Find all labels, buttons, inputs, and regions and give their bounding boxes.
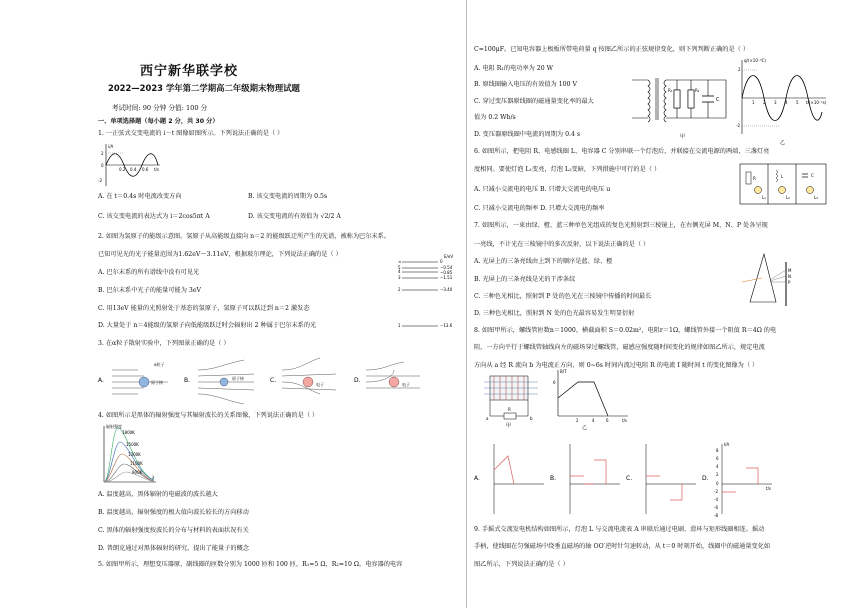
q5-xtick-4: 4 — [785, 100, 788, 105]
q5-stem: 5. 如图甲所示，理想变压器原、副线圈的匝数分别为 1000 匝和 100 匝，R₁=5 Ω，R₂=10 Ω，电容器的电容 — [98, 561, 403, 568]
q4-xlabel: λ — [152, 475, 155, 480]
q4-temp-2: 1500K — [126, 442, 139, 447]
q7-option-a: A. 光屏上的三条亮线由上到下的顺序是蓝、绿、橙 — [474, 258, 613, 265]
q5-stem-2: C=100μF。已知电容器上极板所带电荷量 q 按图乙所示的正弦规律变化，则下列判断正确的是（ ） — [474, 46, 750, 53]
q1-xtick-1: 0.2 — [119, 167, 126, 172]
q3-alpha-label: α粒子 — [154, 362, 165, 367]
q5-option-b: B. 原线圈输入电压的有效值为 100 V — [474, 81, 577, 88]
q8-option-a-letter: A. — [474, 475, 480, 482]
q4-option-c: C. 黑体的辐射强度按波长的分布与材料的表面状况有关 — [98, 527, 249, 534]
q8-graph-x1: 2 — [576, 418, 579, 423]
q8-a-label: a — [486, 416, 489, 421]
q1-option-b: B. 该交变电流的周期为 0.5s — [248, 193, 328, 200]
q5-ytick-2: 2 — [738, 67, 741, 72]
q4-stem: 4. 如图所示是黑体的辐射强度与其辐射波长的关系图像，下列说法正确的是（ ） — [98, 412, 319, 419]
q4-temp-5: 900K — [132, 470, 143, 475]
q7-option-c: C. 三种色光相比，照射到 P 处的色光在三棱镜中传播的时间最长 — [474, 293, 652, 300]
school-name: 西宁新华联学校 — [140, 64, 239, 79]
q2-option-a: A. 巴尔末系的所有谱线中没有可见光 — [98, 269, 200, 276]
q2-level-3: 3 — [398, 275, 401, 280]
q5-xtick-2: 2 — [763, 100, 766, 105]
q6-label-l2: L₂ — [786, 195, 790, 200]
q6-option-ab: A. 只减小交流电的电压 B. 只增大交流电的电压 u — [474, 186, 611, 193]
q7-prism-diagram — [742, 248, 802, 310]
q5-ytick-neg2: -2 — [736, 123, 740, 128]
q8-opt-ytick-2: 2 — [716, 472, 719, 477]
q2-option-b: B. 巴尔末系中光子的能量可能为 3eV — [98, 287, 201, 294]
q1-ylabel: i/A — [108, 144, 114, 149]
q2-energy-inf: 0 — [440, 259, 443, 264]
q7-stem: 7. 如图所示，一束由绿、橙、蓝三种单色光组成的复色光照射到三棱镜上，在右侧光屏 M、N、P 处各呈现 — [474, 222, 768, 229]
q6-stem: 6. 如图所示，把电阻 R、电感线圈 L、电容器 C 分别串联一个灯泡后，并联接在交流电源的两端，三盏灯亮 — [474, 148, 770, 155]
q3-option-a-nucleus: 原子核 — [151, 380, 163, 385]
q8-caption-b: 乙 — [582, 425, 588, 431]
q6-label-l1: L₁ — [762, 195, 766, 200]
q5-graph-xlabel: t/(×10⁻²s) — [806, 100, 827, 105]
q5-c-label: C — [716, 97, 720, 103]
q8-opt-ytick-6: 6 — [716, 456, 719, 461]
q8-opt-ytick-n4: -4 — [714, 497, 718, 502]
q8-stem-2: 阻，一方向平行于螺线管轴线向左的磁场穿过螺线管，磁感应强度随时间变化的规律如图乙所示，规定电流 — [474, 344, 765, 351]
q1-xtick-2: 0.4 — [130, 167, 137, 172]
q2-level-5: 5 — [398, 265, 401, 270]
q5-graph-ylabel: q/(×10⁻³C) — [744, 58, 766, 63]
q5-option-c: C. 穿过变压器原线圈的磁通量变化率的最大 — [474, 98, 594, 105]
q8-option-c-letter: C. — [626, 475, 633, 482]
q8-opt-ytick-0: 0 — [716, 481, 719, 486]
q8-opt-ytick-4: 4 — [716, 464, 719, 469]
q5-option-c-2: 值为 0.2 Wb/s — [474, 114, 516, 121]
q1-option-a: A. 在 t＝0.4s 时电流改变方向 — [98, 193, 182, 200]
section-heading: 一、单项选择题（每小题 2 分，共 30 分） — [98, 118, 219, 125]
q8-graph-x3: 6 — [606, 418, 609, 423]
q5-r1-label: R₁ — [668, 88, 673, 93]
q8-r-label: R — [508, 407, 511, 412]
q3-stem: 3. 在α粒子散射实验中，下列图景正确的是（ ） — [98, 340, 230, 347]
q6-label-l: L — [781, 174, 784, 179]
q4-temp-3: 1300K — [128, 452, 141, 457]
q2-energy-level-diagram — [398, 254, 458, 330]
q2-level-1: 1 — [398, 323, 401, 328]
q4-blackbody-graph — [100, 424, 156, 484]
q8-graph-xlabel: t/s — [622, 418, 627, 423]
q8-option-a — [474, 444, 544, 514]
exam-title: 2022—2023 学年第二学期高二年级期末物理试题 — [108, 83, 300, 93]
q7-label-n: N — [788, 274, 791, 279]
q8-b-label: b — [530, 416, 533, 421]
q2-stem: 2. 如图为氢原子的能级示意图。氢原子从高能级直接向 n＝2 的能级跃迁所产生的光谱，被称为巴尔末系。 — [98, 233, 390, 240]
q3-option-a-letter: A. — [98, 377, 104, 384]
q7-option-b: B. 光屏上的三条亮线是光的干涉条纹 — [474, 276, 576, 283]
q3-option-c-electron: 电子 — [316, 382, 324, 387]
q1-stem: 1. 一正弦式交变电流的 i－t 图像如图所示。下列说法正确的是（ ） — [98, 130, 284, 137]
q5-xtick-3: 3 — [774, 100, 777, 105]
q4-option-a: A. 温度越高，黑体辐射的电磁波的波长越大 — [98, 491, 218, 498]
q3-scattering-options — [98, 356, 458, 406]
q8-opt-ytick-n2: -2 — [714, 489, 718, 494]
q5-option-a: A. 电阻 R₁的电功率为 20 W — [474, 65, 553, 72]
q2-unit: E/eV — [444, 254, 454, 259]
q8-option-c — [626, 444, 696, 514]
q2-energy-4: −0.85 — [440, 270, 453, 275]
q1-ytick-2: 2 — [101, 151, 104, 156]
q5-caption-a: 甲 — [680, 134, 686, 140]
q2-option-d: D. 大量处于 n＝4能级的氢原子向低能级跃迁时会辐射出 2 种属于巴尔末系的光 — [98, 322, 317, 329]
q8-graph-y: 6 — [553, 380, 556, 385]
q8-option-d — [702, 442, 772, 518]
q1-option-c: C. 该交变电流的表达式为 i＝2cos5πt A — [98, 213, 210, 220]
q8-option-d-letter: D. — [702, 475, 709, 482]
q2-energy-1: −13.6 — [440, 323, 453, 328]
q7-label-p: P — [788, 280, 791, 285]
q5-caption-b: 乙 — [780, 140, 786, 146]
q6-label-l3: L₃ — [814, 195, 818, 200]
q1-sine-graph — [100, 142, 160, 188]
q3-option-a — [98, 370, 168, 394]
q8-caption-a: 甲 — [506, 423, 512, 429]
q4-temp-4: 1100K — [130, 461, 143, 466]
q4-temp-1: 1800K — [122, 430, 135, 435]
q7-option-d: D. 三种色光相比，照射到 N 处的色光最容易发生明显衍射 — [474, 310, 635, 317]
q7-label-m: M — [788, 268, 792, 273]
q3-option-c-letter: C. — [270, 377, 277, 384]
q9-stem-2: 手柄，使线圈在匀强磁场中绕垂直磁场的轴 OO′逆时针匀速转动，从 t＝0 时刻开始，线圈中的磁通量变化如 — [474, 543, 771, 550]
q8-opt-ylabel: I/A — [724, 442, 730, 447]
q8-stem-3: 方向从 a 经 R 流向 b 为电流正方向，则 0~6s 时间内流过电阻 R 的电流 I 随时间 t 的变化图像为（ ） — [474, 362, 759, 369]
q8-solenoid-figure — [484, 372, 540, 428]
q5-xtick-5: 5 — [796, 100, 799, 105]
q3-option-c — [270, 358, 336, 394]
q2-level-2: 2 — [398, 287, 401, 292]
q8-opt-ytick-8: 8 — [716, 448, 719, 453]
q7-stem-2: 一亮线，不计光在三棱镜中的多次反射，以下说法正确的是（ ） — [474, 241, 650, 248]
q5-xtick-1: 1 — [752, 100, 755, 105]
q4-ylabel: 辐射强度 — [106, 424, 122, 429]
q3-option-d — [354, 362, 420, 388]
q8-graph-x2: 4 — [592, 418, 595, 423]
q2-stem-2: 已知可见光的光子能量范围为1.62eV～3.11eV，根据玻尔理论，下列说法正确的是（ ） — [98, 251, 342, 258]
q3-option-b-letter: B. — [184, 377, 191, 384]
q5-option-d: D. 变压器原线圈中电流的周期为 0.4 s — [474, 131, 581, 138]
q3-option-b — [184, 360, 254, 404]
q8-graph-ylabel: B/T — [560, 369, 567, 374]
q5-r2-label: R₂ — [695, 88, 700, 93]
q8-option-b-letter: B. — [550, 475, 557, 482]
q3-option-d-electron: 电子 — [402, 382, 410, 387]
q8-option-graphs — [474, 440, 854, 518]
q6-option-cd: C. 只减小交流电的频率 D. 只增大交流电的频率 — [474, 205, 605, 212]
q2-option-c: C. 用13eV 能量的光照射处于基态的氢原子，氢原子可以跃迁到 n＝2 激发态 — [98, 305, 310, 312]
q5-charge-graph — [736, 56, 830, 146]
q6-stem-2: 度相同。要使灯泡 L₁变亮，灯泡 L₂变暗，下列措施中可行的是（ ） — [474, 166, 661, 173]
q2-level-4: 4 — [398, 269, 401, 274]
q8-opt-xlabel: t/s — [766, 486, 771, 491]
q8-stem: 8. 如图甲所示，螺线管匝数n＝1000，横截面积 S＝0.02m²，电阻r＝1Ω，螺线管外接一个阻值 R＝4Ω 的电 — [474, 327, 777, 334]
q4-option-d: D. 普朗克通过对黑体辐射的研究，提出了能量子的概念 — [98, 545, 249, 552]
q1-ytick-neg2: -2 — [98, 178, 102, 183]
q1-xlabel: t/s — [154, 167, 159, 172]
q9-stem-3: 图乙所示，下列说法正确的是（ ） — [474, 561, 569, 568]
q2-level-inf: ∞ — [398, 259, 402, 264]
q3-option-d-letter: D. — [354, 377, 361, 384]
q3-option-b-nucleus: 原子核 — [232, 376, 244, 381]
q1-xtick-3: 0.6 — [142, 167, 149, 172]
q2-energy-3: −1.51 — [440, 275, 453, 280]
q1-ytick-0: 0 — [101, 163, 104, 168]
q8-option-b — [550, 444, 620, 514]
q2-energy-5: −0.54 — [440, 265, 453, 270]
q9-stem: 9. 手摇式交流发电机结构如图所示，灯泡 L 与交流电流表 A 串联后通过电刷、滑环与矩形线圈相连。摇动 — [474, 526, 765, 533]
exam-meta: 考试时间: 90 分钟 分值: 100 分 — [112, 104, 208, 112]
q4-option-b: B. 温度越高，辐射强度的极大值向波长较长的方向移动 — [98, 509, 249, 516]
q6-label-r: R — [753, 176, 756, 181]
q8-field-graph — [552, 368, 632, 430]
q8-opt-ytick-n8: -8 — [714, 513, 718, 518]
q2-energy-2: −3.40 — [440, 287, 453, 292]
q8-opt-ytick-n6: -6 — [714, 505, 718, 510]
q5-transformer-circuit — [628, 60, 732, 142]
column-divider — [466, 0, 467, 608]
q6-circuit — [736, 160, 830, 208]
q1-option-d: D. 该交变电流的有效值为 √2/2 A — [248, 213, 341, 220]
q6-label-c: C — [811, 173, 814, 178]
